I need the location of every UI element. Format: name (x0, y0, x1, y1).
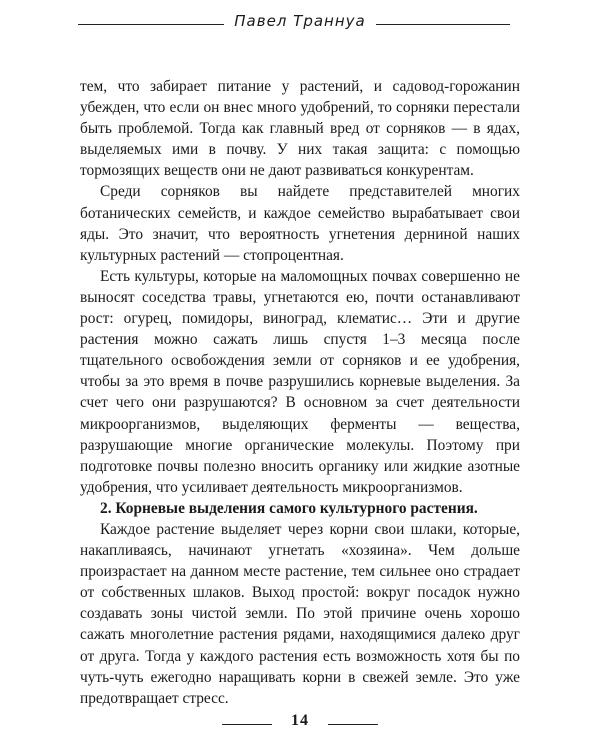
paragraph-sensitive-crops: Есть культуры, которые на маломощных почвах совершенно не выносят соседства травы, угнетаются ею, почти останавливают рост: огурец, помидоры, виноград, клематис… Эти и другие растения можно сажать лишь спустя 1–3 месяца после тщательного освобождения земли от сорняков и ее удобрения, чтобы за это время в почве разрушились корневые выделения. За счет чего они разрушаются? В основном за счет деятельности микроорганизмов, выделяющих ферменты — вещества, разрушающие многие органические молекулы. Поэтому при подготовке почвы полезно вносить органику или жидкие азотные удобрения, что усиливает деятельность микроорганизмов. (80, 267, 520, 496)
paragraph-continued: тем, что забирает питание у растений, и садовод-горожанин убежден, что если он внес много удобрений, то сорняки перестали быть проблемой. Тогда как главный вред от сорняков — в ядах, выделяемых ими в почву. У них такая защита: с помощью тормозящих веществ они не дают развиваться конкурентам. (80, 78, 520, 180)
body-text (80, 76, 520, 709)
section-heading: 2. Корневые выделения самого культурного растения. (100, 499, 478, 517)
header-author-name: Павел Траннуа (224, 12, 375, 30)
paragraph-weed-families: Среди сорняков вы найдете представителей многих ботанических семейств, и каждое семейство вырабатывает свои яды. Это значит, что вероятность угнетения дерниной наших культурных растений — стопроцентная. (80, 183, 520, 264)
footer-rule-right (328, 724, 378, 725)
running-header (0, 0, 600, 52)
page-number: 14 (291, 712, 309, 729)
page-footer (0, 710, 600, 740)
paragraph-root-secretions: Каждое растение выделяет через корни свои шлаки, которые, накапливаясь, начинают угнетать «хозяина». Чем дольше произрастает на данном месте растение, тем сильнее оно страдает от собственных шлаков. Выход простой: вокруг посадок нужно создавать зоны чистой земли. По этой причине очень хорошо сажать многолетние растения рядами, находящимися далеко друг от друга. Тогда у каждого растения есть возможность хотя бы по чуть-чуть ежегодно наращивать корни в свежей земле. Это уже предотвращает стресс. (80, 520, 520, 707)
